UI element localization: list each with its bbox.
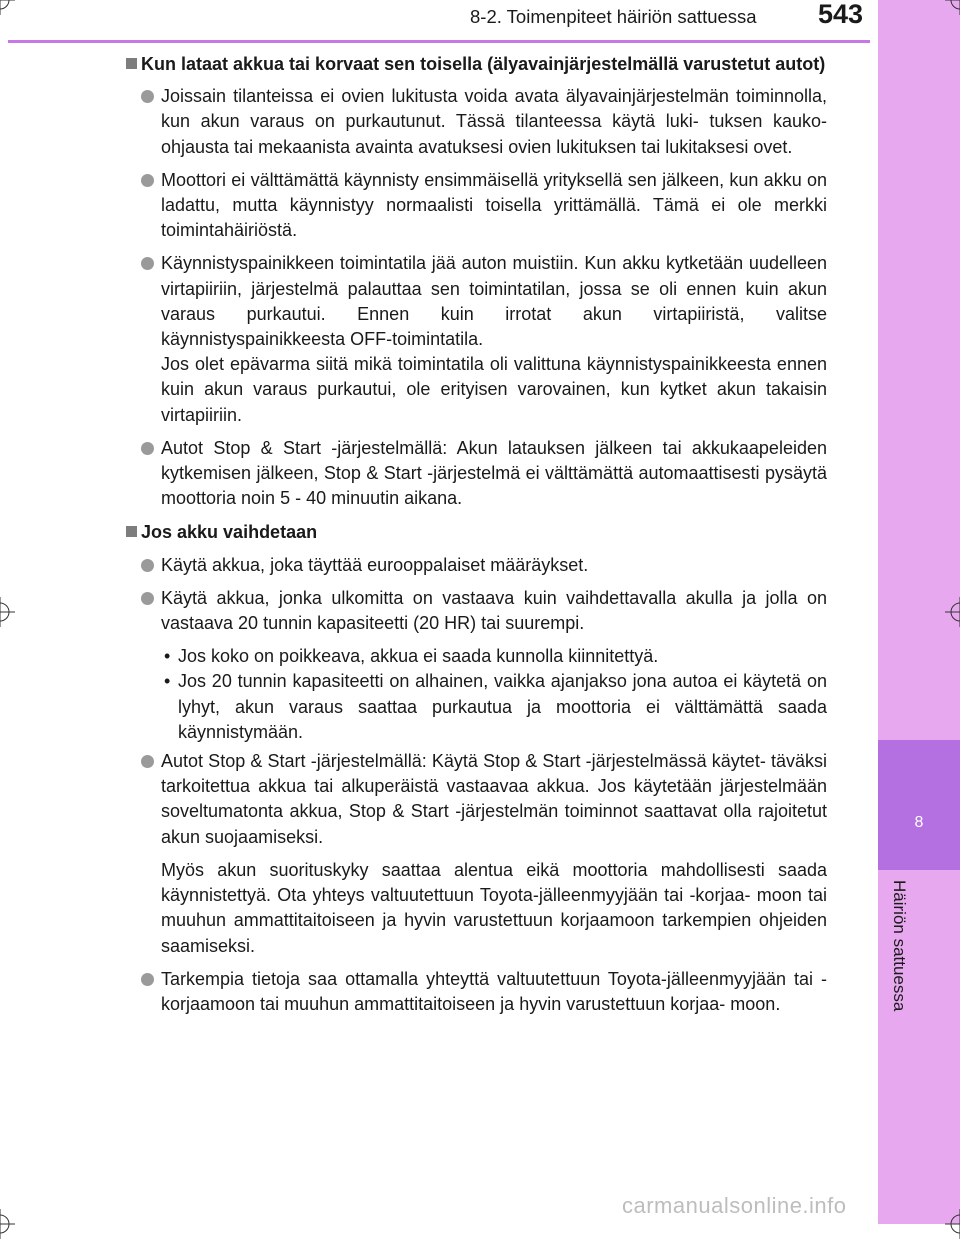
list-item-text: Käynnistyspainikkeen toimintatila jää auton muistiin. Kun akku kytketään uudelleen virtapiiriin, järjestelmä palauttaa sen toimintatilan, jossa se oli ennen kuin akun varaus purkautui. Ennen kuin irrotat akun virtapiiristä, valitse käynnistyspainikkeesta OFF-toimintatila. [161, 253, 827, 350]
list-item [124, 967, 827, 1017]
square-bullet-icon [126, 58, 137, 69]
registration-mark-icon [0, 0, 15, 15]
list-item [124, 251, 827, 427]
chapter-number: 8 [914, 814, 924, 831]
heading-text: Jos akku vaihdetaan [141, 522, 318, 543]
registration-mark-icon [0, 1209, 15, 1239]
chapter-tab[interactable] [878, 740, 960, 870]
list-item-text: Autot Stop & Start -järjestelmällä: Käytä Stop & Start -järjestelmässä käytet- täväksi tarkoitettua akkua tai alkuperäistä vastaavaa akkua. Jos käytetään järjestelmään soveltumatonta akkua, Stop & Start -järjestelmän toiminnot saattavat olla rajoitetut akun suojaamiseksi. [161, 751, 827, 847]
circle-bullet-icon [141, 592, 154, 605]
registration-mark-icon [945, 0, 960, 15]
sub-list-item [124, 644, 827, 669]
list-item-text: Tarkempia tietoja saa ottamalla yhteyttä valtuutettuun Toyota-jälleenmyyjään tai -korjaamoon tai muuhun ammattitaitoiseen ja hyvin varustettuun korjaa- moon. [161, 968, 827, 1014]
list-item [124, 553, 827, 578]
list-item-text: Joissain tilanteissa ei ovien lukitusta voida avata älyavainjärjestelmän toiminnolla, kun akun varaus on purkautunut. Tässä tilanteessa käytä luki- tuksen kauko-ohjausta tai mekaanista avainta avatuksesi ovien lukituksen tai lukitaksesi ovet. [161, 86, 827, 157]
sub-list-item-text: Jos koko on poikkeava, akkua ei saada kunnolla kiinnitettyä. [178, 646, 659, 667]
section-heading [124, 520, 827, 545]
sub-list-item-text: Jos 20 tunnin kapasiteetti on alhainen, vaikka ajanjakso jona autoa ei käytetä on lyhyt, akun varaus saattaa purkautua ja moottoria ei välttämättä saada käynnistymään. [178, 671, 827, 742]
square-bullet-icon [126, 526, 137, 537]
circle-bullet-icon [141, 174, 154, 187]
page-content [124, 52, 827, 1025]
dot-bullet-icon: • [164, 671, 171, 692]
heading-text: Kun lataat akkua tai korvaat sen toisella (älyavainjärjestelmällä varustetut autot) [141, 54, 826, 74]
list-item-text: Käytä akkua, jonka ulkomitta on vastaava kuin vaihdettavalla akulla ja jolla on vastaava 20 tunnin kapasiteetti (20 HR) tai suurempi. [161, 587, 827, 634]
note-paragraph: Myös akun suorituskyky saattaa alentua eikä moottoria mahdollisesti saada käynnistettyä. Ota yhteys valtuutettuun Toyota-jälleenmyyjään tai -korjaa- moon tai muuhun ammattitaitoiseen ja hyvin varustettuun korjaamoon tarkempien ohjeiden saamiseksi. [161, 859, 827, 956]
registration-mark-icon [945, 597, 960, 627]
section-heading [124, 52, 827, 77]
chapter-title: Häiriön sattuessa [890, 880, 909, 1012]
list-item-text: Autot Stop & Start -järjestelmällä: Akun latauksen jälkeen tai akkukaapeleiden kytkemisen jälkeen, Stop & Start -järjestelmä ei välttämättä automaattisesti pysäytä moottoria noin 5 - 40 minuutin aikana. [161, 437, 827, 509]
circle-bullet-icon [141, 257, 154, 270]
page-number: 543 [818, 0, 864, 29]
list-item [124, 749, 827, 850]
registration-mark-icon [0, 597, 15, 627]
registration-mark-icon [945, 1209, 960, 1239]
list-item-text: Moottori ei välttämättä käynnisty ensimmäisellä yrityksellä sen jälkeen, kun akku on ladattu, mutta käynnistyy normaalisti toisella yrittämällä. Tämä ei ole merkki toimintahäiriöstä. [161, 169, 827, 241]
list-item-text: Käytä akkua, joka täyttää eurooppalaiset määräykset. [161, 554, 589, 575]
section-title: 8-2. Toimenpiteet häiriön sattuessa [470, 6, 757, 27]
sub-list-item [124, 669, 827, 745]
list-item [124, 84, 827, 160]
list-item-text-extra: Jos olet epävarma siitä mikä toimintatila oli valittuna käynnistyspainikkeesta ennen kuin akun varaus purkautui, ole erityisen varovainen, kun kytket akun takaisin virtapiiriin. [161, 354, 827, 425]
watermark: carmanualsonline.info [622, 1193, 847, 1218]
circle-bullet-icon [141, 755, 154, 768]
list-item [124, 586, 827, 636]
circle-bullet-icon [141, 442, 154, 455]
list-item [124, 436, 827, 512]
list-item [124, 168, 827, 244]
dot-bullet-icon: • [164, 646, 171, 667]
circle-bullet-icon [141, 973, 154, 986]
circle-bullet-icon [141, 559, 154, 572]
header-divider [8, 40, 870, 43]
circle-bullet-icon [141, 90, 154, 103]
